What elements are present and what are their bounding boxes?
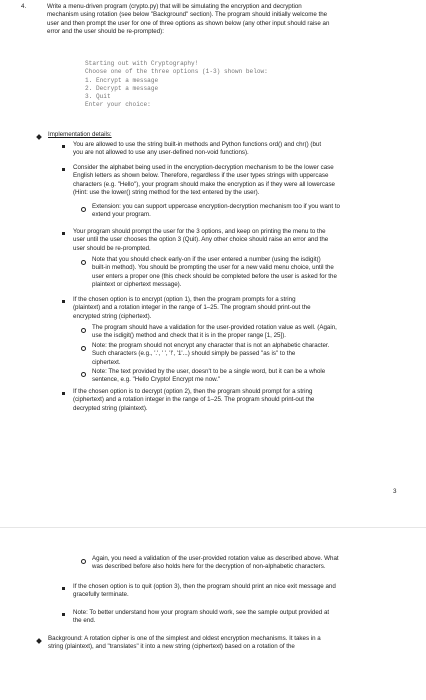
impl-bullet-4-sub-3 bbox=[92, 368, 419, 385]
text-line: use the isdigit() method and check that it is in the proper range [1, 25]). bbox=[92, 332, 286, 340]
circle-bullet-icon bbox=[81, 559, 86, 564]
text-line: Extension: you can support uppercase encryption-decryption mechanism too if you want to bbox=[92, 203, 340, 210]
circle-bullet-icon bbox=[81, 328, 86, 333]
text-line: If the chosen option is to quit (option 3), then the program should print an nice exit message and bbox=[73, 583, 336, 590]
page-divider bbox=[0, 527, 426, 528]
text-line: the end. bbox=[73, 617, 96, 625]
circle-bullet-icon bbox=[81, 260, 86, 265]
question-text bbox=[47, 3, 411, 36]
text-line: (plaintext) and a rotation integer in the range of 1–25. The program should print-out the bbox=[73, 304, 311, 312]
quit-bullet bbox=[73, 583, 419, 600]
impl-bullet-4 bbox=[73, 296, 419, 321]
text-line: plaintext or ciphertext message). bbox=[92, 280, 182, 288]
impl-bullet-2-sub bbox=[92, 203, 419, 220]
code-line: 1. Encrypt a message bbox=[85, 76, 159, 84]
text-line: user enters a proper one (this check should be completed before the user is asked for the bbox=[92, 272, 337, 280]
question-line: mechanism using rotation (see below "Background" section). The program should initially welcome the bbox=[47, 11, 328, 19]
circle-bullet-icon bbox=[81, 372, 86, 377]
text-line: Again, you need a validation of the user-provided rotation value as described above. What bbox=[92, 555, 339, 562]
code-line: 3. Quit bbox=[85, 93, 111, 101]
text-line: characters (e.g. "Hello"), your program should make the encryption as if they were all lowercase bbox=[73, 180, 335, 188]
impl-bullet-5 bbox=[73, 388, 419, 413]
diamond-bullet-icon bbox=[36, 638, 42, 644]
text-line: If the chosen option is to decrypt (option 2), then the program should prompt for a string bbox=[73, 388, 313, 395]
impl-bullet-1 bbox=[73, 141, 419, 158]
impl-bullet-3 bbox=[73, 228, 419, 253]
code-line: Starting out with Cryptography! bbox=[85, 60, 199, 67]
text-line: extend your program. bbox=[92, 211, 151, 219]
text-line: The program should have a validation for the user-provided rotation value as well. (Again, bbox=[92, 324, 337, 331]
question-number: 4. bbox=[21, 3, 27, 10]
text-line: Consider the alphabet being used in the encryption-decryption mechanism to be the lower case bbox=[73, 164, 334, 171]
text-line: decrypted string (plaintext). bbox=[73, 404, 148, 412]
text-line: Background: A rotation cipher is one of the simplest and oldest encryption mechanisms. It takes in a bbox=[48, 635, 321, 642]
text-line: encrypted string (ciphertext). bbox=[73, 312, 152, 320]
text-line: you are not allowed to use any user-defined non-void functions). bbox=[73, 149, 249, 157]
text-line: string (plaintext), and "translates" it into a new string (ciphertext) based on a rotation of the bbox=[48, 643, 295, 651]
square-bullet-icon bbox=[62, 168, 65, 171]
page2-sub-note bbox=[92, 555, 419, 572]
square-bullet-icon bbox=[62, 300, 65, 303]
square-bullet-icon bbox=[62, 613, 65, 616]
impl-bullet-3-sub bbox=[92, 256, 419, 289]
text-line: Your program should prompt the user for the 3 options, and keep on printing the menu to the bbox=[73, 228, 326, 235]
square-bullet-icon bbox=[62, 587, 65, 590]
text-line: was described before also holds here for the decryption of non-alphabetic characters. bbox=[92, 563, 326, 571]
text-line: (ciphertext) and a rotation integer in the range of 1–25. The program should print-out the bbox=[73, 396, 315, 404]
text-line: English letters as shown below. Therefore, regardless if the user types strings with uppercase bbox=[73, 172, 329, 180]
impl-bullet-4-sub-1 bbox=[92, 324, 419, 341]
square-bullet-icon bbox=[62, 392, 65, 395]
impl-bullet-2 bbox=[73, 164, 419, 197]
impl-bullet-4-sub-2 bbox=[92, 342, 419, 367]
text-line: (Hint: use the lower() string method for the text entered by the user). bbox=[73, 188, 260, 196]
text-line: ciphertext. bbox=[92, 358, 121, 366]
circle-bullet-icon bbox=[81, 207, 86, 212]
text-line: built-in method). You should be prompting the user for a new valid menu choice, until the bbox=[92, 264, 334, 272]
code-line: Enter your choice: bbox=[85, 101, 151, 109]
text-line: If the chosen option is to encrypt (option 1), then the program prompts for a string bbox=[73, 296, 296, 303]
question-line: Write a menu-driven program (crypto.py) that will be simulating the encryption and decryption bbox=[47, 3, 302, 10]
square-bullet-icon bbox=[62, 232, 65, 235]
text-line: gracefully terminate. bbox=[73, 591, 129, 599]
text-line: Such characters (e.g., '.', ' ', '!', '1'...) should simply be passed "as is" to the bbox=[92, 350, 296, 358]
square-bullet-icon bbox=[62, 145, 65, 148]
circle-bullet-icon bbox=[81, 346, 86, 351]
question-line: error and the user should be re-prompted): bbox=[47, 27, 164, 35]
question-line: user and then prompt the user for one of three options as shown below (any other input should raise an bbox=[47, 19, 330, 27]
note-bullet bbox=[73, 609, 419, 626]
text-line: user until the user chooses the option 3 (Quit). Any other choice should raise an error and the bbox=[73, 236, 329, 244]
text-line: Note: the program should not encrypt any character that is not an alphabetic character. bbox=[92, 342, 330, 349]
sample-menu-code bbox=[85, 60, 268, 110]
text-line: Note: To better understand how your program should work, see the sample output provided at bbox=[73, 609, 330, 616]
text-line: You are allowed to use the string built-in methods and Python functions ord() and chr() (but bbox=[73, 141, 322, 148]
background-section bbox=[48, 635, 420, 652]
page-number: 3 bbox=[393, 488, 397, 495]
impl-heading: Implementation details: bbox=[48, 131, 112, 138]
code-line: Choose one of the three options (1-3) shown below: bbox=[85, 68, 268, 76]
text-line: sentence, e.g. "Hello Crypto! Encrypt me now." bbox=[92, 376, 221, 384]
diamond-bullet-icon bbox=[36, 134, 42, 140]
text-line: Note that you should check early-on if the user entered a number (using the isdigit() bbox=[92, 256, 321, 263]
text-line: user should be re-prompted. bbox=[73, 244, 151, 252]
code-line: 2. Decrypt a message bbox=[85, 84, 159, 92]
text-line: Note: The text provided by the user, doesn't to be a single word, but it can be a whole bbox=[92, 368, 326, 375]
